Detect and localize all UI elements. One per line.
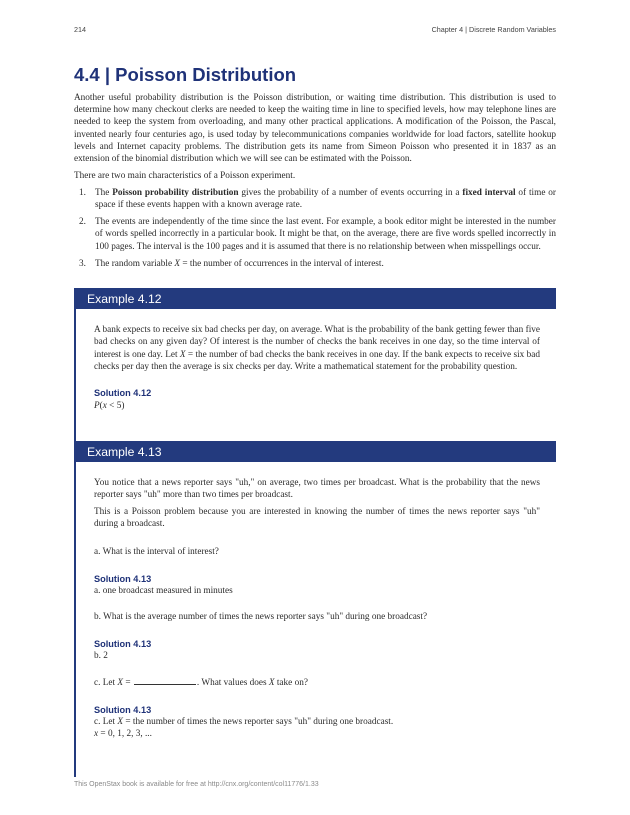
- example-4-13: [74, 441, 556, 777]
- solution-text: a. one broadcast measured in minutes: [94, 586, 233, 597]
- running-head: [74, 25, 556, 37]
- example-body: [74, 309, 556, 453]
- characteristics-lead: There are two main characteristics of a Poisson experiment.: [74, 170, 296, 181]
- example-problem: A bank expects to receive six bad checks per day, on average. What is the probability of the bank getting fewer than five bad checks on any given day? Of interest is the number of checks the bank receives in one day, so the time interval of interest is one day. Let X = the number of bad checks the bank receives in one day. If the bank expects to receive six bad checks per day then the average is six checks per day. Write a mathematical statement for the probability question.: [94, 325, 540, 373]
- chapter-title: Chapter 4 | Discrete Random Variables: [431, 25, 556, 34]
- example-header: Example 4.13: [74, 441, 556, 462]
- example-header: Example 4.12: [74, 288, 556, 309]
- solution-b: [94, 638, 540, 663]
- solution-title: Solution 4.13: [94, 638, 152, 649]
- solution-text: P(x < 5): [94, 400, 125, 411]
- example-problem: You notice that a news reporter says "uh," on average, two times per broadcast. What is the probability that the news reporter says "uh" more than two times per broadcast.: [94, 478, 540, 501]
- solution-title: Solution 4.12: [94, 388, 152, 399]
- answer-blank: [134, 676, 196, 685]
- page-number: 214: [74, 25, 86, 34]
- example-explanation: This is a Poisson problem because you are interested in knowing the number of times the news reporter says "uh" during a broadcast.: [94, 506, 540, 530]
- characteristics-list: [74, 187, 556, 270]
- list-item: 1. The Poisson probability distribution gives the probability of a number of events occurring in a fixed interval of time or space if these events happen with a known average rate.: [79, 187, 556, 211]
- intro-paragraph: Another useful probability distribution is the Poisson distribution, or waiting time distribution. This distribution is used to determine how many checkout clerks are needed to keep the waiting time in line to specified levels, how may telephone lines are needed to keep the system from overloading, and many other practical applications. A modification of the Poisson, the Pascal, invented nearly four centuries ago, is used today by telecommunications companies worldwide for load factors, satellite hookup levels and Internet capacity problems. The distribution gets its name from Simeon Poisson who presented it in 1837 as an extension of the binomial distribution which we will see can be estimated with the Poisson.: [74, 92, 556, 165]
- solution-values: x = 0, 1, 2, 3, ...: [94, 729, 152, 740]
- solution-a: [94, 573, 540, 598]
- footer-note: This OpenStax book is available for free at http://cnx.org/content/col11776/1.33: [74, 781, 319, 788]
- list-item: 2. The events are independently of the time since the last event. For example, a book editor might be interested in the number of words spelled incorrectly in a particular book. It might be that, on the average, there are five words spelled incorrectly in 100 pages. The interval is the 100 pages and it is assumed that there is no relationship between when misspellings occur.: [79, 217, 556, 252]
- term-fixed-interval: fixed interval: [462, 187, 516, 198]
- list-item: 3. The random variable X = the number of occurrences in the interval of interest.: [79, 258, 384, 269]
- example-4-12: [74, 288, 556, 453]
- solution-c: [94, 704, 540, 741]
- question-c: c. Let X = . What values does X take on?: [94, 678, 308, 689]
- section-content: [74, 92, 556, 275]
- example-body: [74, 462, 556, 777]
- solution-text: b. 2: [94, 651, 108, 661]
- question-a: a. What is the interval of interest?: [94, 547, 219, 558]
- solution-title: Solution 4.13: [94, 573, 152, 584]
- solution-title: Solution 4.13: [94, 704, 152, 715]
- question-b: b. What is the average number of times the news reporter says "uh" during one broadcast?: [94, 612, 428, 623]
- term-poisson-probability-distribution: Poisson probability distribution: [112, 187, 239, 198]
- section-title: 4.4 | Poisson Distribution: [74, 64, 297, 85]
- solution-text: c. Let X = the number of times the news reporter says "uh" during one broadcast.: [94, 716, 394, 727]
